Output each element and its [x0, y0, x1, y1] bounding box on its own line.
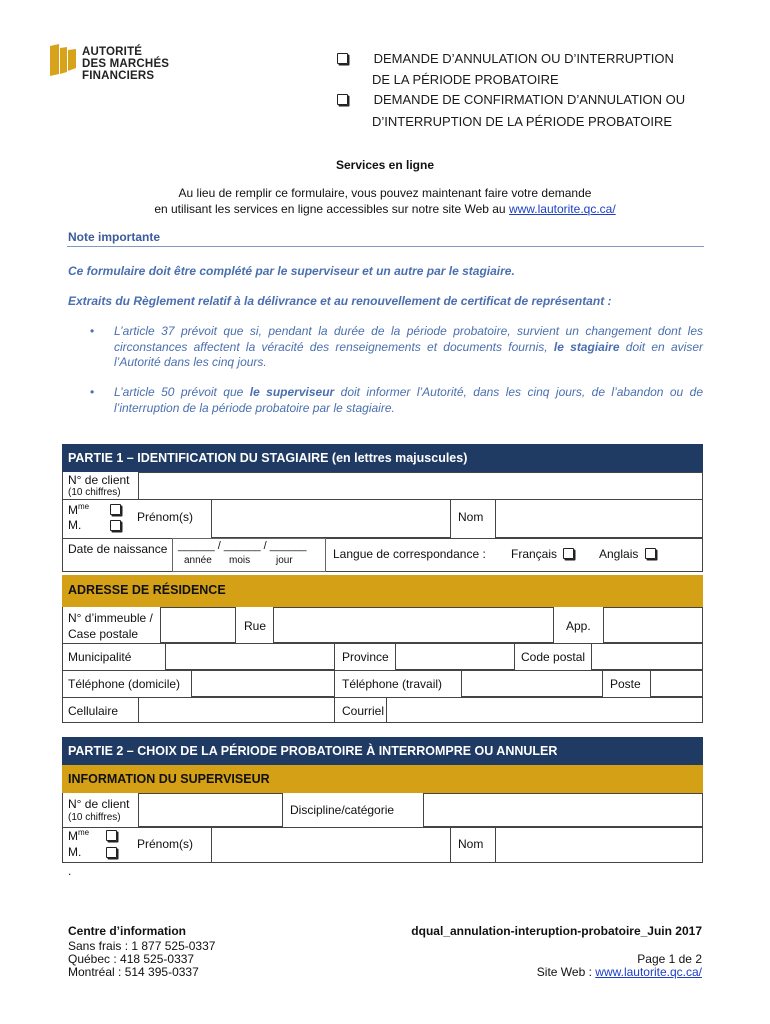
sup-client-no-label: N° de client — [68, 797, 130, 811]
cell-label: Cellulaire — [68, 704, 119, 718]
client-no-hint: (10 chiffres) — [68, 487, 121, 498]
org-name: AUTORITÉ DES MARCHÉS FINANCIERS — [82, 46, 170, 82]
divider — [62, 670, 703, 671]
address-header: ADRESSE DE RÉSIDENCE — [62, 575, 703, 607]
note-bullet-2: L’article 50 prévoit que le superviseur doit informer l’Autorité, dans les cinq jours, de l’abandon ou de l’interruption de la période probatoire par le stagiaire. — [114, 385, 703, 415]
option-confirmation-checkbox[interactable] — [337, 94, 348, 105]
lang-en-label: Anglais — [599, 547, 639, 561]
bullet-icon: • — [90, 385, 95, 399]
jour-label: jour — [276, 555, 293, 566]
part1-header: PARTIE 1 – IDENTIFICATION DU STAGIAIRE (en lettres majuscules) — [62, 444, 703, 472]
sup-mme-checkbox[interactable] — [106, 830, 117, 841]
courriel-label: Courriel — [342, 704, 385, 718]
option-confirmation-label-2: D’INTERRUPTION DE LA PÉRIODE PROBATOIRE — [372, 114, 673, 129]
mme-checkbox[interactable] — [110, 504, 121, 515]
sup-title-mme-label: $M^{me}$ — [68, 828, 90, 843]
title-mme-label: $M^{me}$ — [68, 502, 90, 517]
supervisor-header: INFORMATION DU SUPERVISEUR — [62, 765, 703, 793]
sup-title-m-label: M. — [68, 845, 82, 859]
nom-label: Nom — [458, 510, 484, 524]
title-m-label: M. — [68, 518, 82, 532]
m-checkbox[interactable] — [110, 520, 121, 531]
building-input[interactable] — [160, 607, 236, 643]
sup-nom-input[interactable] — [495, 827, 703, 863]
option-confirmation-label: DEMANDE DE CONFIRMATION D’ANNULATION OU — [373, 92, 686, 107]
lang-fr-checkbox[interactable] — [563, 548, 574, 559]
footer-center-heading: Centre d’information — [68, 924, 187, 938]
birth-mask: ______ / ______ / ______ — [178, 540, 307, 552]
code-postal-input[interactable] — [591, 643, 703, 670]
client-no-input[interactable] — [138, 472, 703, 500]
sup-client-no-hint: (10 chiffres) — [68, 812, 121, 823]
poste-input[interactable] — [650, 670, 703, 697]
tel-work-label: Téléphone (travail) — [342, 677, 443, 691]
discipline-label: Discipline/catégorie — [290, 803, 395, 817]
option-annulation-checkbox[interactable] — [337, 53, 348, 64]
annee-label: année — [184, 555, 212, 566]
building-label: N° d’immeuble / — [68, 611, 153, 625]
sup-prenom-input[interactable] — [211, 827, 451, 863]
option-annulation-label: DEMANDE D’ANNULATION OU D’INTERRUPTION — [373, 51, 674, 66]
amf-logo-icon — [50, 44, 76, 78]
footer-montreal: Montréal : 514 395-0337 — [68, 965, 199, 979]
footer-site-link[interactable]: www.lautorite.qc.ca/ — [595, 965, 702, 979]
pobox-label: Case postale — [68, 627, 139, 641]
code-postal-label: Code postal — [521, 650, 586, 664]
app-input[interactable] — [603, 607, 703, 643]
note-statement: Ce formulaire doit être complété par le superviseur et un autre par le stagiaire. — [68, 264, 515, 278]
footer-page: Page 1 de 2 — [637, 952, 702, 966]
tel-home-label: Téléphone (domicile) — [68, 677, 181, 691]
tel-home-input[interactable] — [191, 670, 335, 697]
footer-quebec: Québec : 418 525-0337 — [68, 952, 195, 966]
courriel-input[interactable] — [386, 697, 703, 723]
sup-nom-label: Nom — [458, 837, 484, 851]
mois-label: mois — [229, 555, 251, 566]
divider — [62, 538, 703, 539]
footer-doc-id: dqual_annulation-interuption-probatoire_Juin 2017 — [411, 924, 702, 938]
rue-label: Rue — [244, 619, 267, 633]
rue-input[interactable] — [273, 607, 554, 643]
sup-prenom-label: Prénom(s) — [137, 837, 194, 851]
note-heading: Note importante — [68, 230, 161, 244]
note-bullet-1: L’article 37 prévoit que si, pendant la durée de la période probatoire, survient un changement dont les circonstances affectent la véracité des renseignements et documents fournis, le stagiaire doit en aviser l’Autorité dans les cinq jours. — [114, 324, 704, 369]
nom-input[interactable] — [495, 499, 703, 538]
footer-tollfree: Sans frais : 1 877 525-0337 — [68, 939, 216, 953]
municipalite-label: Municipalité — [68, 650, 132, 664]
stray-dot: . — [68, 864, 72, 878]
prenom-input[interactable] — [211, 499, 451, 538]
tel-work-input[interactable] — [461, 670, 603, 697]
province-label: Province — [342, 650, 389, 664]
discipline-input[interactable] — [423, 793, 703, 827]
prenom-label: Prénom(s) — [137, 510, 194, 524]
app-label: App. — [566, 619, 591, 633]
option-annulation[interactable] — [337, 51, 674, 66]
online-line-1: Au lieu de remplir ce formulaire, vous pouvez maintenant faire votre demande — [178, 186, 592, 200]
poste-label: Poste — [610, 677, 641, 691]
option-annulation-label-2: DE LA PÉRIODE PROBATOIRE — [372, 72, 559, 87]
birth-label: Date de naissance — [68, 542, 168, 556]
footer-site: Site Web : www.lautorite.qc.ca/ — [536, 965, 702, 979]
online-heading: Services en ligne — [335, 158, 435, 172]
cell-input[interactable] — [138, 697, 335, 723]
note-divider — [67, 246, 704, 247]
online-url-link[interactable]: www.lautorite.qc.ca/ — [508, 202, 616, 216]
province-input[interactable] — [395, 643, 515, 670]
client-no-label: N° de client — [68, 473, 130, 487]
part2-header: PARTIE 2 – CHOIX DE LA PÉRIODE PROBATOIRE À INTERROMPRE OU ANNULER — [62, 737, 703, 765]
option-confirmation[interactable] — [337, 92, 685, 107]
online-line-2: en utilisant les services en ligne accessibles sur notre site Web au www.lautorite.qc.ca/ — [154, 202, 616, 216]
sup-client-no-input[interactable] — [138, 793, 283, 827]
bullet-icon: • — [90, 324, 95, 338]
note-extract-heading: Extraits du Règlement relatif à la délivrance et au renouvellement de certificat de représentant : — [68, 294, 612, 308]
lang-en-checkbox[interactable] — [645, 548, 656, 559]
lang-fr-label: Français — [511, 547, 558, 561]
municipalite-input[interactable] — [165, 643, 335, 670]
lang-label: Langue de correspondance : — [333, 547, 486, 561]
sup-m-checkbox[interactable] — [106, 847, 117, 858]
